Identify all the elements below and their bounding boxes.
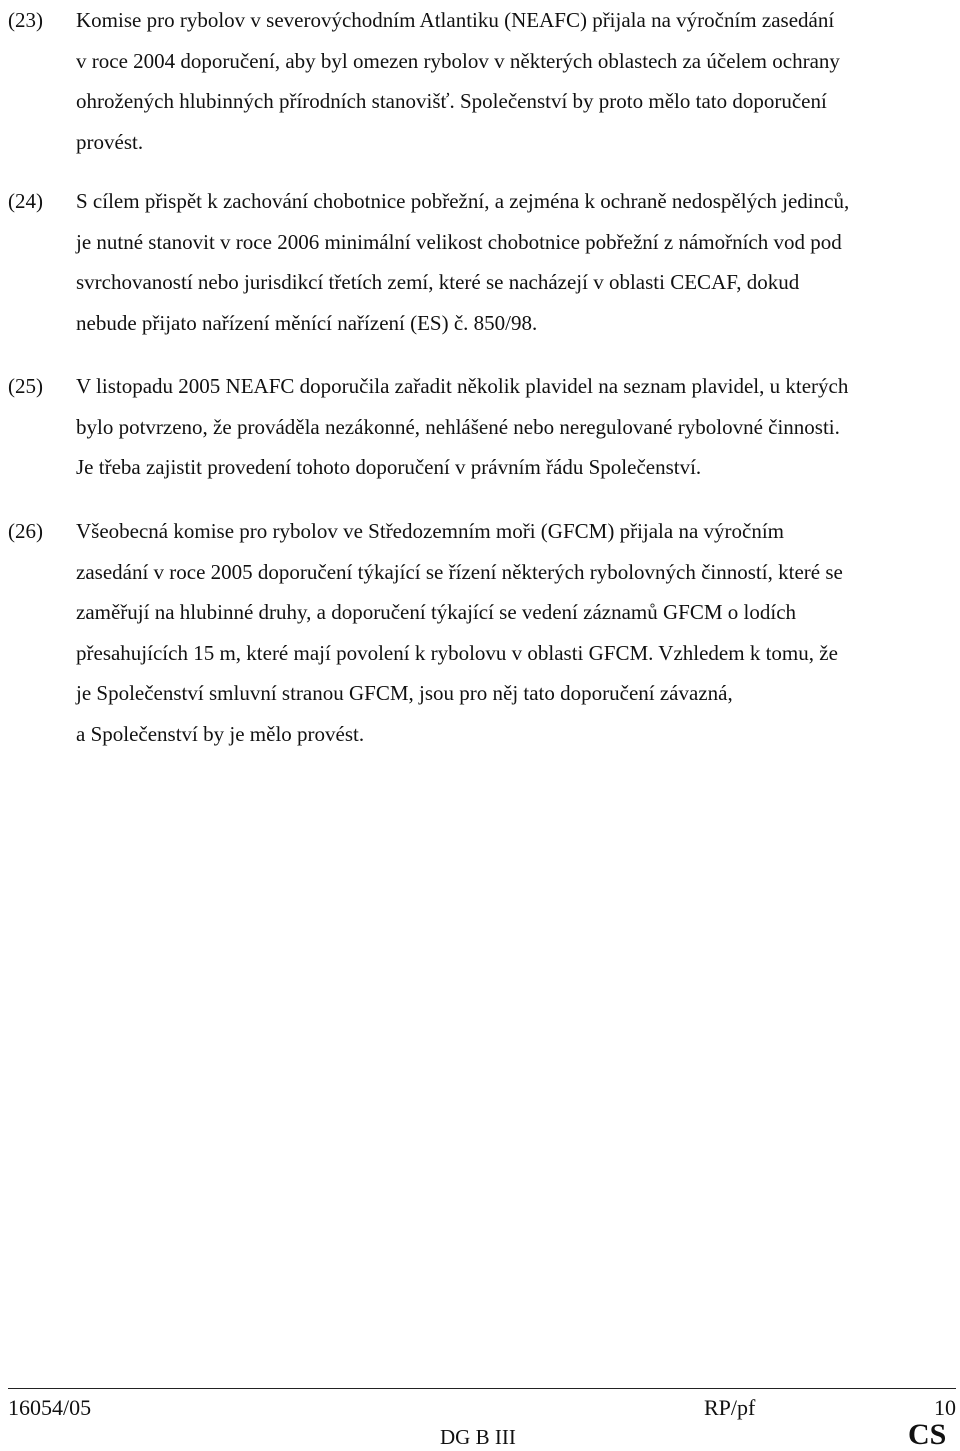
recital-line: bylo potvrzeno, že prováděla nezákonné, nehlášené nebo neregulované rybolovné činnosti.	[76, 414, 840, 439]
recital-number: (26)	[8, 519, 43, 543]
footer-language-code: CS	[908, 1418, 947, 1451]
footer-page-number: 10	[934, 1395, 956, 1420]
recital-line: a Společenství by je mělo provést.	[76, 721, 365, 746]
recital-number: (24)	[8, 189, 43, 213]
recital-line: přesahujících 15 m, které mají povolení k rybolovu v oblasti GFCM. Vzhledem k tomu, že	[76, 640, 838, 665]
recital-line: V listopadu 2005 NEAFC doporučila zařadit několik plavidel na seznam plavidel, u kterých	[76, 374, 849, 398]
recital-line: je Společenství smluvní stranou GFCM, jsou pro něj tato doporučení závazná,	[76, 681, 733, 705]
footer-divider	[8, 1388, 956, 1389]
recital-line: zaměřují na hlubinné druhy, a doporučení týkající se vedení záznamů GFCM o lodích	[76, 600, 797, 624]
recital-line: Je třeba zajistit provedení tohoto doporučení v právním řádu Společenství.	[76, 455, 702, 479]
recital-line: Všeobecná komise pro rybolov ve Středozemním moři (GFCM) přijala na výročním	[76, 519, 785, 543]
recital-line: v roce 2004 doporučení, aby byl omezen rybolov v některých oblastech za účelem ochrany	[76, 48, 840, 73]
recital-line: S cílem přispět k zachování chobotnice pobřežní, a zejména k ochraně nedospělých jedinců,	[76, 189, 850, 213]
recital-line: svrchovaností nebo jurisdikcí třetích zemí, které se nacházejí v oblasti CECAF, dokud	[76, 270, 800, 294]
recital-line: ohrožených hlubinných přírodních stanovišť. Společenství by proto mělo tato doporučení	[76, 89, 827, 113]
recital-line: provést.	[76, 129, 144, 154]
recital-line: nebude přijato nařízení měnící nařízení (ES) č. 850/98.	[76, 310, 538, 335]
footer-doc-number: 16054/05	[8, 1395, 92, 1420]
recital-number: (25)	[8, 374, 43, 398]
recital-line: zasedání v roce 2005 doporučení týkající se řízení některých rybolovných činností, které se	[76, 559, 843, 584]
recital-line: Komise pro rybolov v severovýchodním Atlantiku (NEAFC) přijala na výročním zasedání	[76, 8, 835, 32]
recital-line: je nutné stanovit v roce 2006 minimální velikost chobotnice pobřežní z námořních vod pod	[76, 229, 842, 254]
recital-number: (23)	[8, 8, 43, 32]
footer-directorate: DG B III	[440, 1425, 516, 1449]
footer-initials: RP/pf	[704, 1395, 756, 1420]
